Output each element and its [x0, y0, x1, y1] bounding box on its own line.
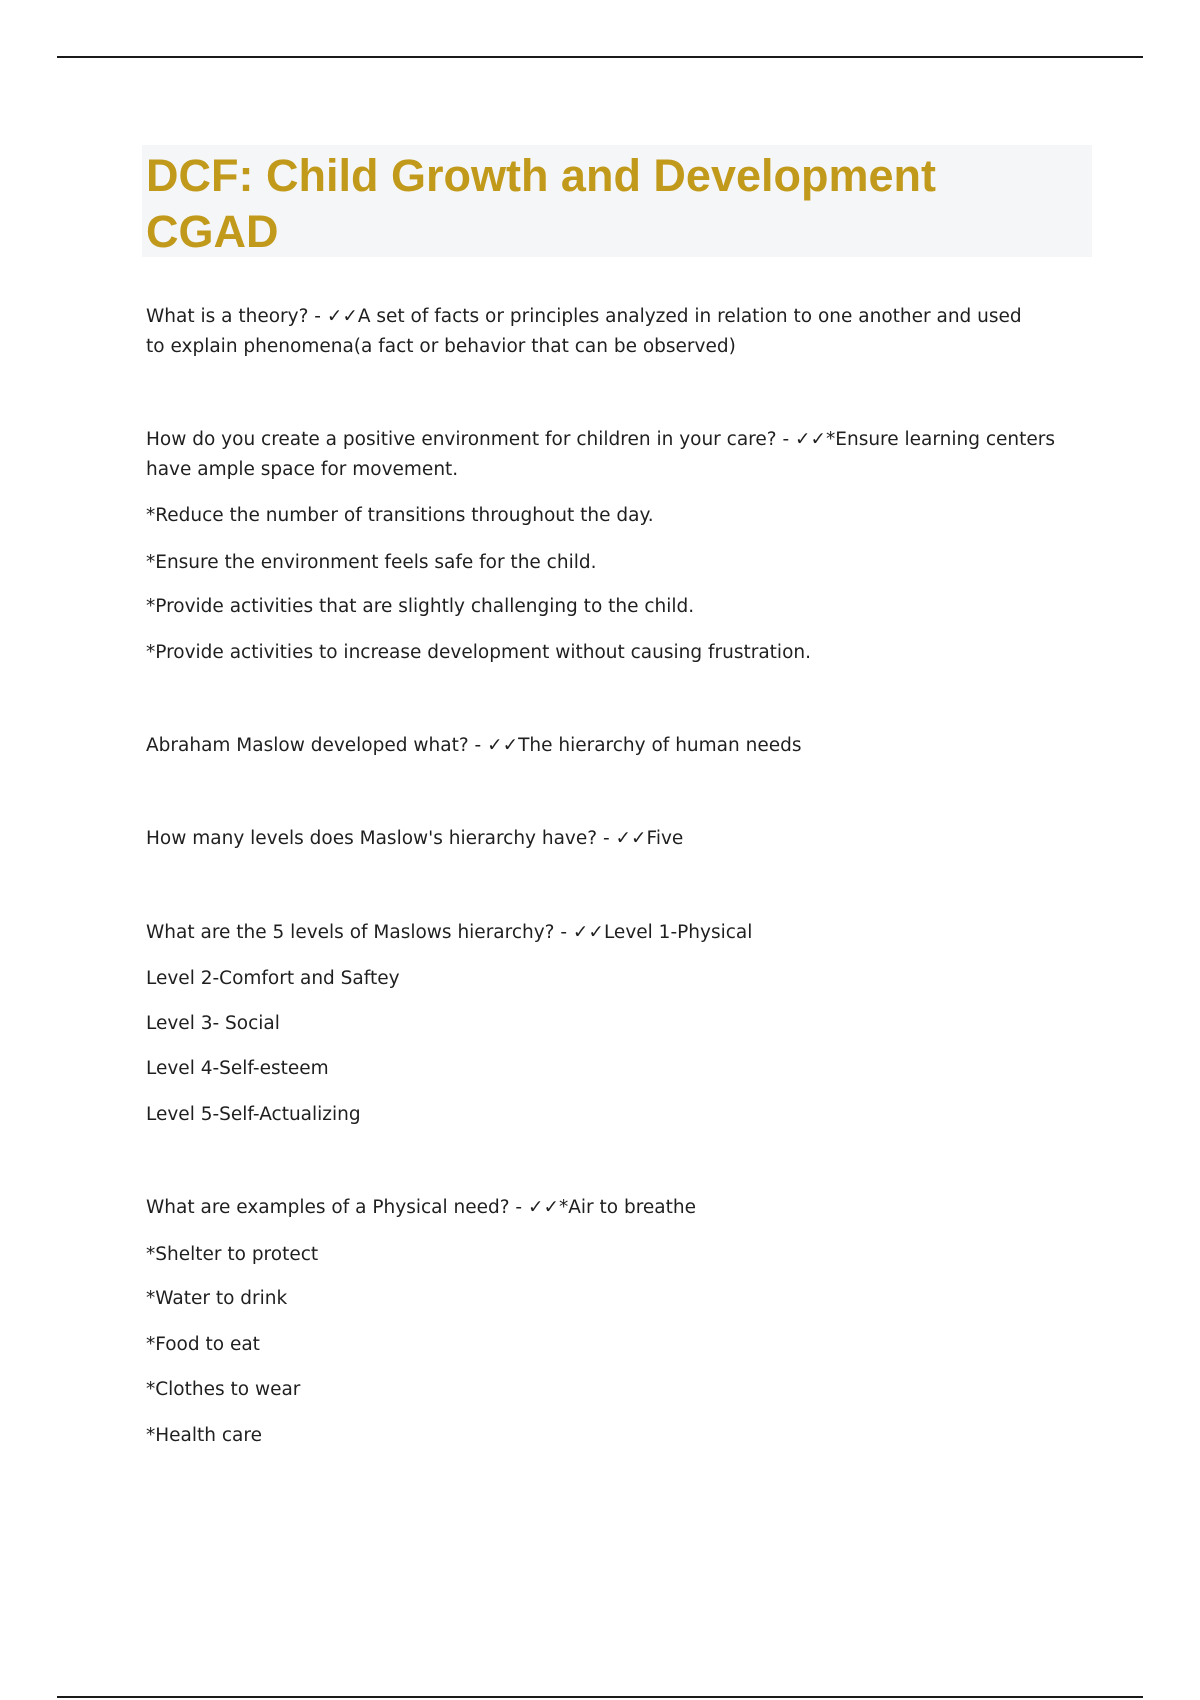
answer-line: Level 2-Comfort and Saftey: [146, 968, 400, 989]
question-text: How do you create a positive environment for children in your care? - ✓✓: [146, 429, 827, 450]
qa-item-maslow: [146, 733, 1096, 759]
answer-line: *Health care: [146, 1425, 262, 1446]
answer-text: A set of facts or principles analyzed in relation to one another and used to explain phenomena(a fact or behavior that can be observed): [146, 306, 1022, 357]
answer-text: Five: [646, 828, 684, 849]
answer-line: Level 3- Social: [146, 1013, 280, 1034]
answer-text: The hierarchy of human needs: [518, 735, 802, 756]
answer-line: Level 4-Self-esteem: [146, 1058, 329, 1079]
answer-line: *Food to eat: [146, 1334, 260, 1355]
qa-item-positive-environment: [146, 425, 1096, 485]
bottom-rule: [57, 1696, 1143, 1698]
qa-item-physical-needs: [146, 1195, 1096, 1221]
answer-line: *Reduce the number of transitions throughout the day.: [146, 505, 654, 526]
question-text: What are examples of a Physical need? - ✓✓: [146, 1197, 559, 1218]
question-text: What is a theory? - ✓✓: [146, 306, 358, 327]
question-text: What are the 5 levels of Maslows hierarchy? - ✓✓: [146, 922, 604, 943]
qa-item-levels-count: [146, 826, 1096, 852]
top-rule: [57, 56, 1143, 58]
answer-text: *Ensure learning centers have ample space for movement.: [146, 429, 1056, 480]
answer-line: *Ensure the environment feels safe for the child.: [146, 552, 597, 573]
page-title: [146, 148, 1086, 260]
title-line-2: CGAD: [146, 206, 279, 257]
answer-line: *Water to drink: [146, 1288, 288, 1309]
question-text: Abraham Maslow developed what? - ✓✓: [146, 735, 519, 756]
title-line-1: DCF: Child Growth and Development: [146, 150, 937, 201]
answer-text: *Air to breathe: [559, 1197, 697, 1218]
answer-line: *Clothes to wear: [146, 1379, 301, 1400]
qa-item-theory: [146, 302, 1096, 362]
answer-line: *Shelter to protect: [146, 1244, 319, 1265]
answer-line: *Provide activities that are slightly challenging to the child.: [146, 596, 695, 617]
answer-text: Level 1-Physical: [603, 922, 753, 943]
answer-line: *Provide activities to increase development without causing frustration.: [146, 642, 811, 663]
answer-line: Level 5-Self-Actualizing: [146, 1104, 361, 1125]
qa-item-five-levels: [146, 920, 1096, 946]
question-text: How many levels does Maslow's hierarchy have? - ✓✓: [146, 828, 647, 849]
